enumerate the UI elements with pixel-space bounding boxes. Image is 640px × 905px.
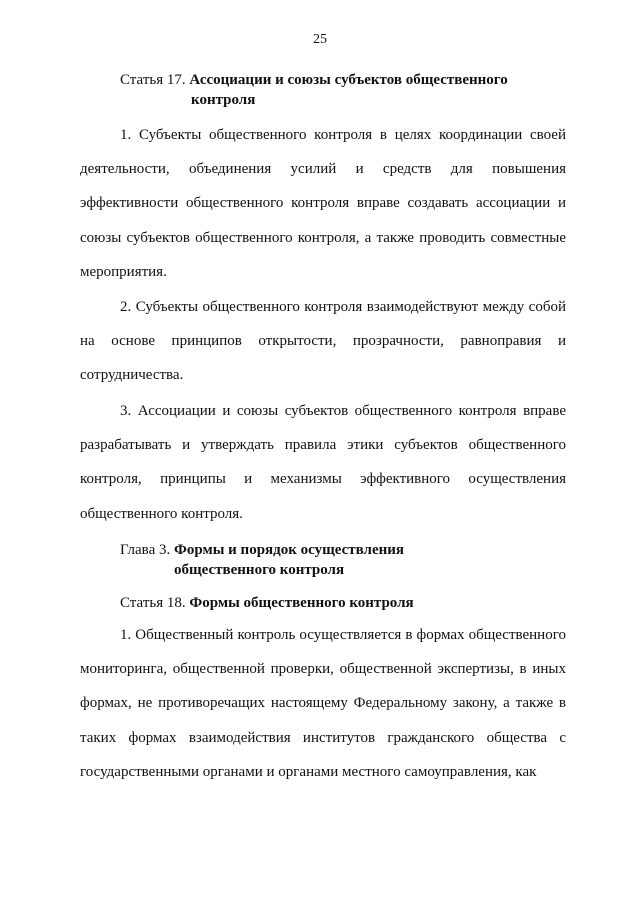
chapter-3-heading	[120, 540, 560, 580]
article-18-paragraph-1: 1. Общественный контроль осуществляется в формах общественного мониторинга, общественной проверки, общественной экспертизы, в иных формах, не противоречащих настоящему Федеральному закону, а также в таких формах взаимодействия институтов гражданского общества с государственными органами и органами местного самоуправления, как	[80, 627, 566, 780]
article-18-title: Формы общественного контроля	[189, 595, 414, 611]
article-17-title-line1: Ассоциации и союзы субъектов общественного	[189, 72, 508, 88]
article-17-number: Статья 17.	[120, 72, 186, 88]
article-17-paragraph-2: 2. Субъекты общественного контроля взаимодействуют между собой на основе принципов открытости, прозрачности, равноправия и сотрудничества.	[80, 299, 566, 384]
article-17-title-line2: контроля	[191, 92, 256, 108]
article-18-heading	[120, 593, 560, 613]
article-17-paragraph-1: 1. Субъекты общественного контроля в целях координации своей деятельности, объединения усилий и средств для повышения эффективности общественного контроля вправе создавать ассоциации и союзы субъектов общественного контроля, а также проводить совместные мероприятия.	[80, 127, 566, 280]
page-number: 25	[313, 32, 327, 47]
chapter-3-title-line2: общественного контроля	[174, 562, 345, 578]
chapter-3-number: Глава 3.	[120, 542, 171, 558]
chapter-3-title-line1: Формы и порядок осуществления	[173, 542, 405, 558]
article-18-number: Статья 18.	[120, 595, 186, 611]
article-17-heading	[120, 70, 560, 110]
article-17-paragraph-3: 3. Ассоциации и союзы субъектов общественного контроля вправе разрабатывать и утверждать правила этики субъектов общественного контроля, принципы и механизмы эффективного осуществления общественного контроля.	[80, 403, 566, 522]
